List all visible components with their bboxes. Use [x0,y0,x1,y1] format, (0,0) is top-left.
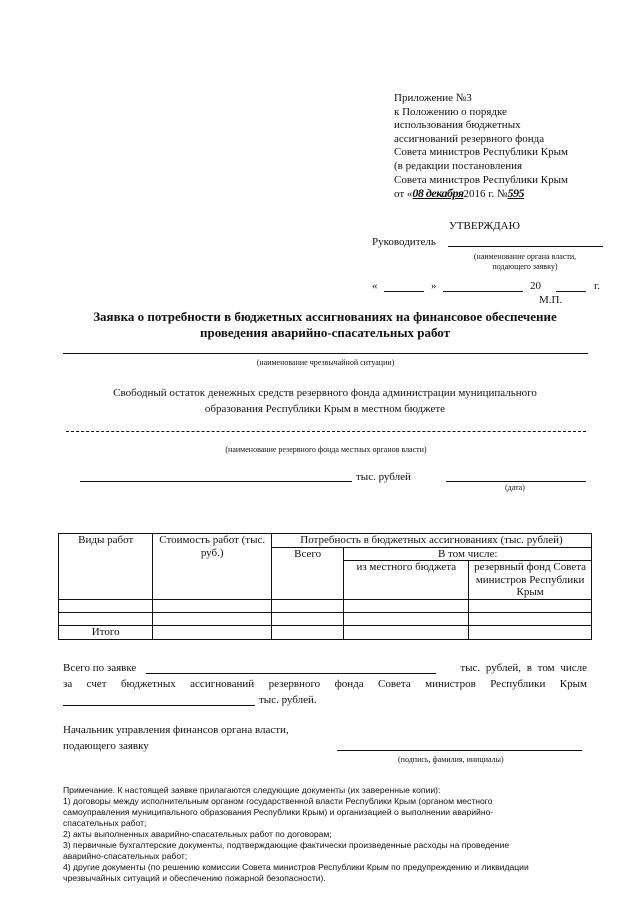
table-cell[interactable] [153,600,272,613]
table-cell[interactable] [153,613,272,626]
appendix-line: Совета министров Республики Крым [394,173,568,186]
header-need: Потребность в бюджетных ассигнованиях (тыс. рублей) [271,534,591,548]
note-line: 3) первичные бухгалтерские документы, подтверждающие фактически произведенные расходы на проведение [63,840,510,850]
org-caption [445,252,605,272]
appendix-line: к Положению о порядке [394,105,507,118]
note-line: самоуправления муниципального образования Республики Крым) и организацией о выполнении аварийно- [63,807,494,817]
needs-table [58,533,592,640]
table-row [59,613,592,626]
balance-line: Свободный остаток денежных средств резервного фонда администрации муниципального [113,387,537,399]
note-block [63,785,598,884]
document-title [60,309,590,341]
date-caption: (дата) [505,483,525,492]
reserve-unit: тыс. рублей. [259,694,317,706]
header-including: В том числе: [344,547,592,561]
stamp-label: М.П. [539,294,563,306]
handwritten-date: 08 декабря [412,186,464,201]
signature-line: подающего заявку [63,740,149,752]
total-row-label: Итого [59,626,153,640]
date-year: 2016 г. № [463,188,508,201]
month-line[interactable] [443,291,523,292]
head-label: Руководитель [372,236,436,248]
org-caption-line: (наименование органа власти, [473,252,577,261]
total-amount-line[interactable] [146,673,436,674]
note-line: 4) другие документы (по решению комиссии Совета министров Республики Крым по предупреждению и ликвидации [63,862,529,872]
header-local: из местного бюджета [344,561,469,600]
note-line: спасательных работ; [63,818,147,828]
header-works: Виды работ [59,534,153,600]
signature-block [63,722,289,754]
reserve-amount-line[interactable] [63,705,255,706]
appendix-date-line [394,187,568,202]
quote-open: « [372,280,378,292]
note-line: аварийно-спасательных работ; [63,851,188,861]
head-signature-line[interactable] [448,246,603,247]
header-cost: Стоимость работ (тыс. руб.) [153,534,272,600]
appendix-line: использования бюджетных [394,119,521,132]
signature-line: Начальник управления финансов органа власти, [63,724,289,736]
appendix-line: Приложение №3 [394,92,472,104]
emergency-line[interactable] [63,353,588,354]
total-unit: тыс. рублей, в том числе [460,662,587,674]
table-row [59,600,592,613]
appendix-block [394,92,568,202]
org-caption-line: подающего заявку) [492,262,558,271]
fund-name-line[interactable] [66,431,586,432]
title-line: Заявка о потребности в бюджетных ассигнованиях на финансовое обеспечение [93,309,557,324]
note-line: Примечание. К настоящей заявке прилагаются следующие документы (их заверенные копии): [63,785,441,795]
year-prefix: 20 [530,280,541,292]
total-label: Всего по заявке [63,662,137,674]
table-cell[interactable] [59,600,153,613]
signature-line-field[interactable] [337,750,582,751]
balance-text [60,385,590,417]
table-cell[interactable] [271,626,343,640]
table-cell[interactable] [271,613,343,626]
table-cell[interactable] [344,613,469,626]
total-reserve-text: за счет бюджетных ассигнований резервного фонда Совета министров Республики Крым [63,678,587,690]
amount-line[interactable] [80,481,352,482]
table-cell[interactable] [271,600,343,613]
appendix-line: (в редакции постановления [394,159,523,172]
date-line[interactable] [446,481,586,482]
handwritten-number: 595 [507,186,525,201]
year-suffix: г. [594,280,601,292]
table-cell[interactable] [344,600,469,613]
note-line: 1) договоры между исполнительным органом государственной власти Республики Крым (органом местного [63,796,493,806]
fund-caption: (наименование резервного фонда местных органов власти) [225,445,427,454]
table-cell[interactable] [469,600,592,613]
date-prefix: от « [394,188,413,201]
balance-line: образования Республики Крым в местном бюджете [204,403,446,415]
note-line: чрезвычайных ситуаций и обеспечению пожарной безопасности). [63,873,326,883]
day-line[interactable] [384,291,424,292]
table-cell[interactable] [59,613,153,626]
header-total: Всего [271,547,343,600]
quote-close: » [431,280,437,292]
table-cell[interactable] [469,613,592,626]
table-row [59,626,592,640]
note-line: 2) акты выполненных аварийно-спасательных работ по договорам; [63,829,332,839]
year-line[interactable] [556,291,586,292]
header-reserve: резервный фонд Совета министров Республики Крым [469,561,592,600]
table-cell[interactable] [469,626,592,640]
title-line: проведения аварийно-спасательных работ [199,325,450,340]
amount-unit: тыс. рублей [356,471,411,483]
appendix-line: Совета министров Республики Крым [394,146,568,159]
appendix-line: ассигнований резервного фонда [394,132,545,145]
signature-caption: (подпись, фамилия, инициалы) [398,755,504,764]
emergency-caption: (наименование чрезвычайной ситуации) [256,358,395,367]
table-cell[interactable] [344,626,469,640]
table-cell[interactable] [153,626,272,640]
approve-title: УТВЕРЖДАЮ [449,220,520,232]
